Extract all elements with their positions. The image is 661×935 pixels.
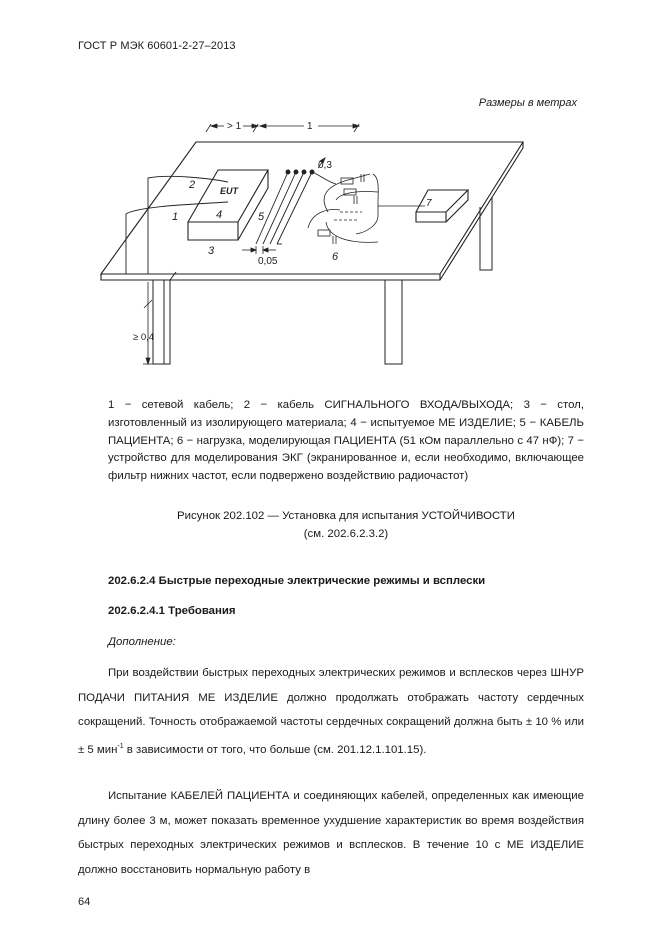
label-5: 5	[258, 211, 265, 223]
label-2: 2	[189, 179, 196, 191]
test-setup-figure	[78, 112, 588, 392]
eut-box	[188, 170, 268, 240]
label-4: 4	[216, 209, 223, 221]
table-top	[101, 142, 523, 280]
patient-load	[308, 174, 425, 244]
label-3: 3	[208, 245, 215, 257]
dimension-005	[242, 246, 276, 254]
subsection-heading: 202.6.2.4.1 Требования	[108, 605, 236, 617]
figure-legend: 1 − сетевой кабель; 2 − кабель СИГНАЛЬНОГО ВХОДА/ВЫХОДА; 3 − стол, изготовленный из изолирующего материала; 4 − испытуемое МЕ ИЗДЕЛИЕ; 5 − КАБЕЛЬ ПАЦИЕНТА; 6 − нагрузка, моделирующая ПАЦИЕНТА (51 кОм параллельно с 47 нФ); 7 − устройство для моделирования ЭКГ (экранированное и, если необходимо, включающее фильтр нижних частот, если подвержено воздействию радиочастот)	[108, 399, 584, 483]
dimensions-note: Размеры в метрах	[478, 97, 577, 109]
section-heading: 202.6.2.4 Быстрые переходные электрические режимы и всплески	[108, 575, 486, 587]
dim-03: 0,3	[318, 160, 332, 171]
dim-ge04: ≥ 0,4	[133, 332, 155, 343]
document-header: ГОСТ Р МЭК 60601-2-27–2013	[78, 40, 236, 52]
paragraph-1-sup: -1	[117, 742, 124, 750]
caption-line-2: (см. 202.6.2.3.2)	[303, 527, 389, 540]
page-number: 64	[78, 896, 91, 908]
addition-label: Дополнение:	[108, 636, 176, 648]
dim-1: 1	[307, 121, 313, 132]
dim-gt1: > 1	[227, 121, 242, 132]
caption-line-1: Рисунок 202.102 — Установка для испытания УСТОЙЧИВОСТИ	[177, 510, 515, 522]
paragraph-1	[78, 661, 584, 762]
label-7: 7	[426, 198, 432, 209]
paragraph-1-tail: в зависимости от того, что больше (см. 201.12.1.101.15).	[123, 743, 427, 756]
paragraph-1-text: При воздействии быстрых переходных электрических режимов и всплесков через ШНУР ПОДАЧИ ПИТАНИЯ МЕ ИЗДЕЛИЕ должно продолжать отображать частоту сердечных сокращений. Точность отображаемой частоты сердечных сокращений должна быть ± 10 % или ± 5 мин	[78, 667, 584, 756]
label-1: 1	[172, 211, 179, 223]
paragraph-2: Испытание КАБЕЛЕЙ ПАЦИЕНТА и соединяющих кабелей, определенных как имеющие длину более 3 м, может показать временное ухудшение характеристик во время воздействия быстрых переходных электрических режимов и всплесков. В течение 10 с МЕ ИЗДЕЛИЕ должно восстановить нормальную работу в	[78, 790, 584, 876]
mains-and-signal-cables	[126, 176, 228, 274]
dimension-height	[143, 282, 153, 364]
dim-005: 0,05	[258, 256, 278, 267]
figure-caption	[108, 508, 584, 544]
eut-label: EUT	[220, 186, 238, 196]
label-6: 6	[332, 251, 339, 263]
